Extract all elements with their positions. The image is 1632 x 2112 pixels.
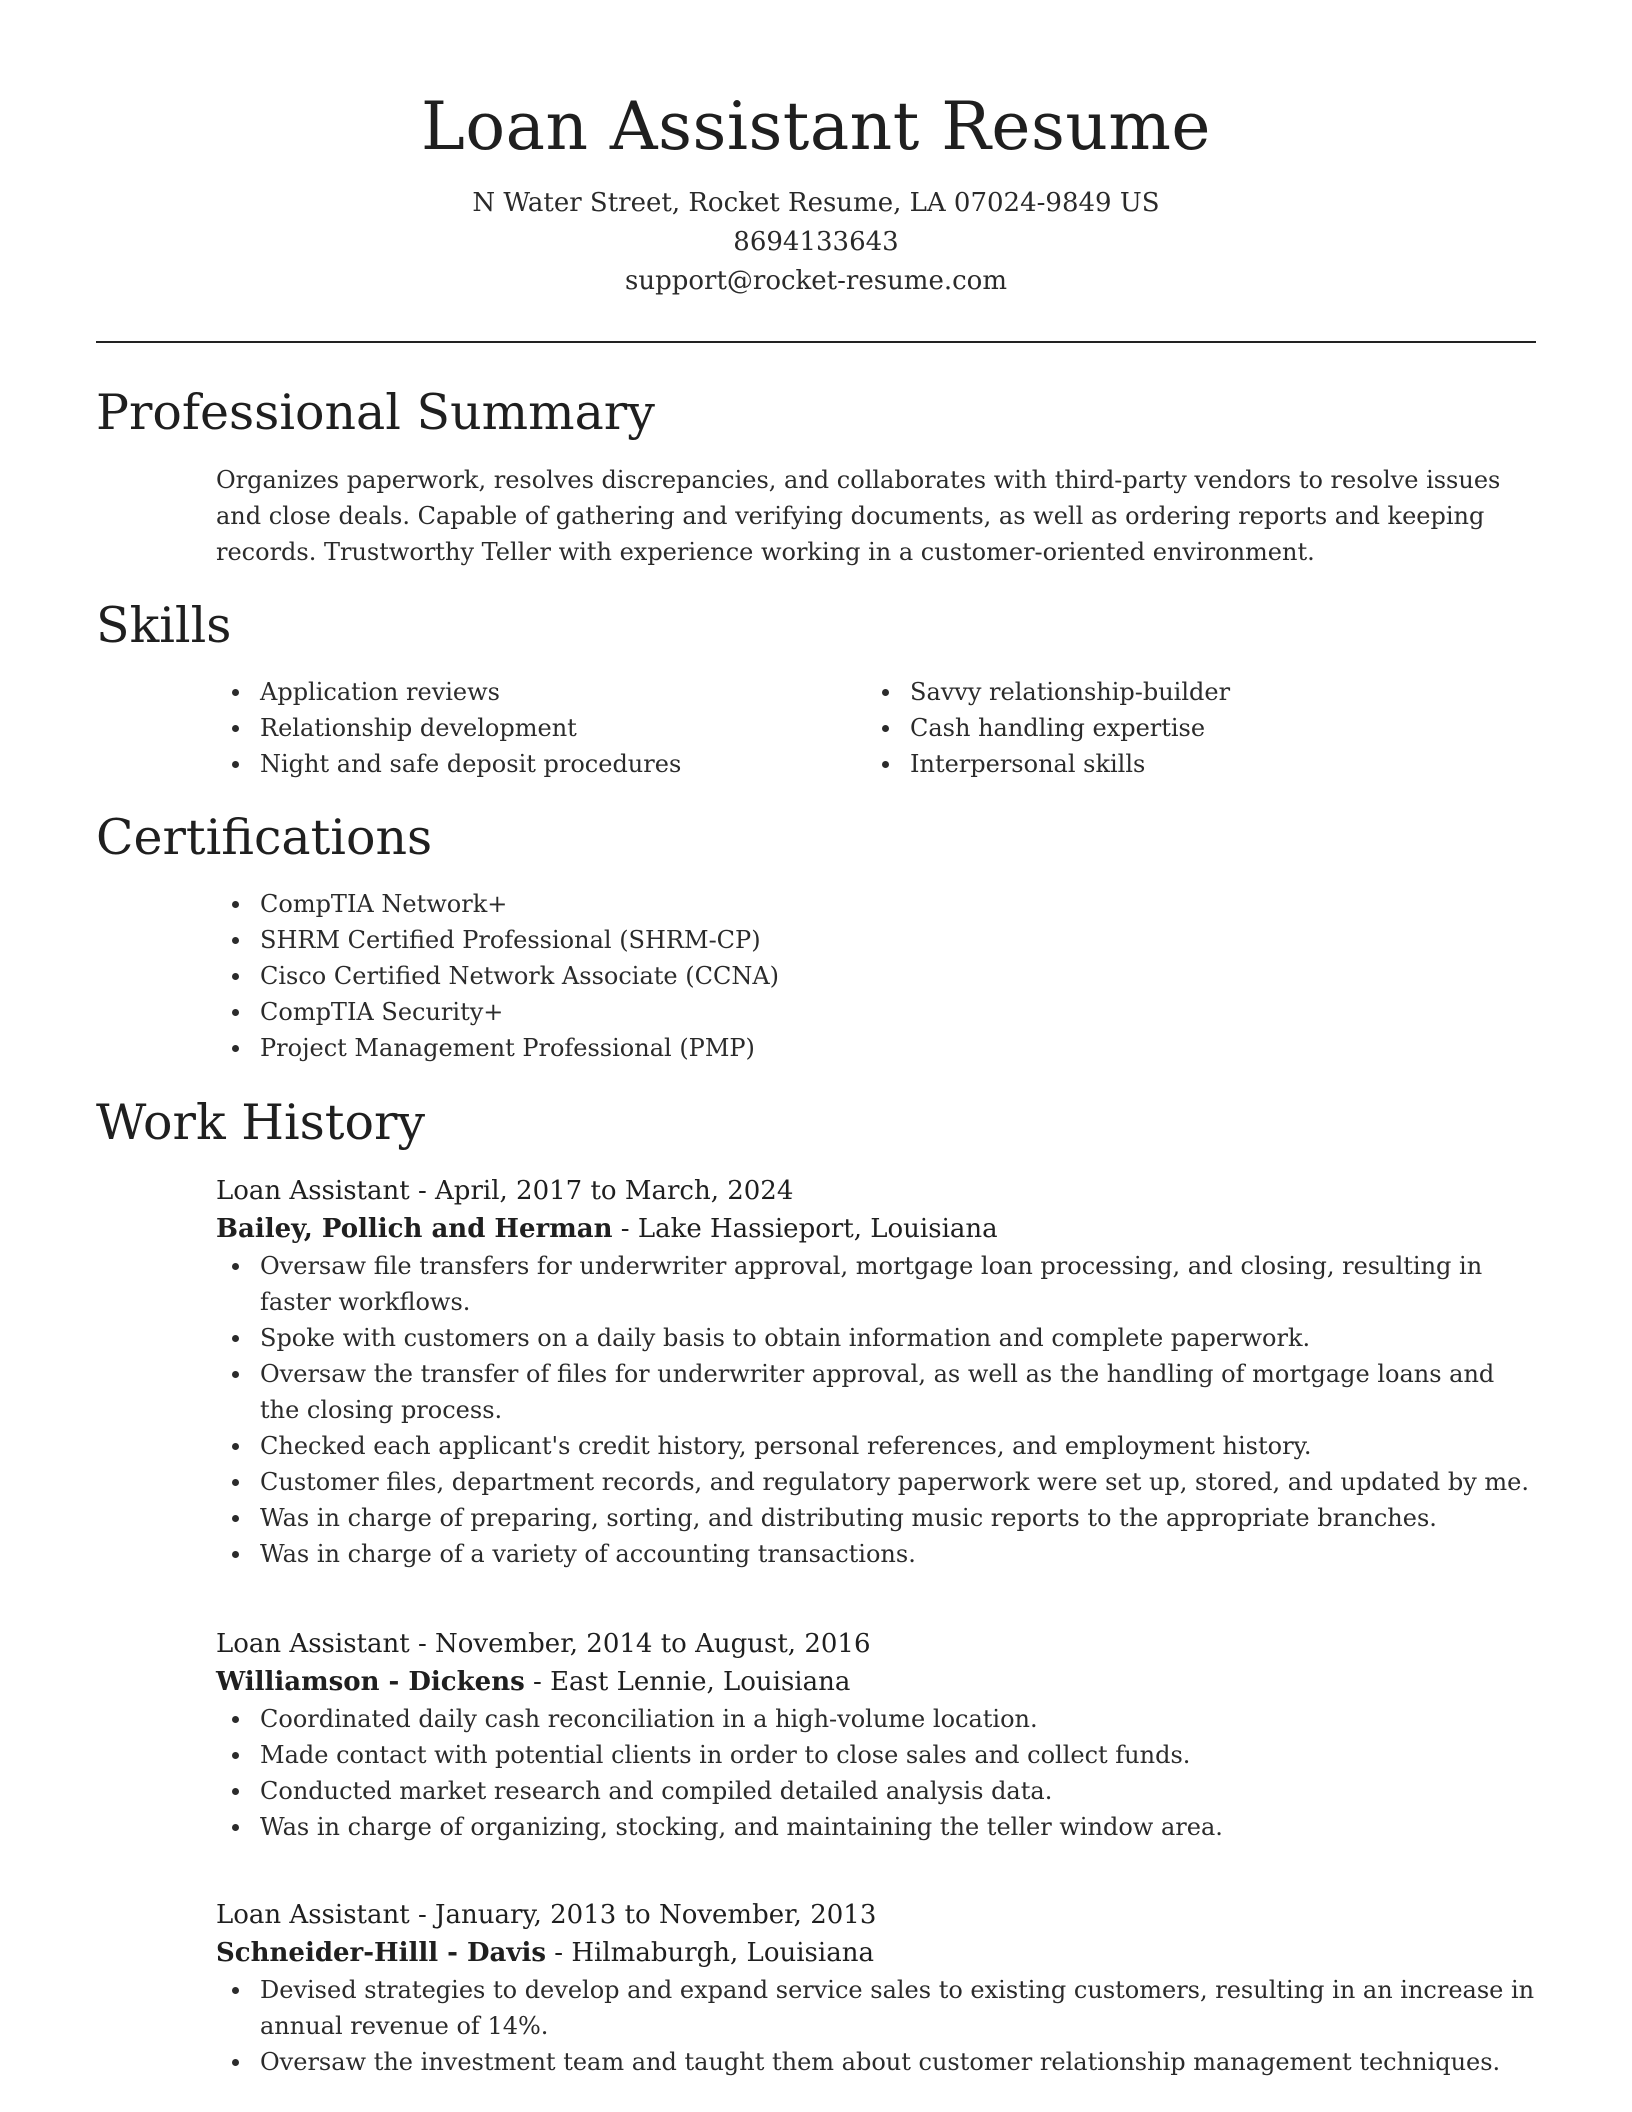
job-company: Williamson - Dickens <box>216 1667 525 1697</box>
job-title: Loan Assistant <box>216 1900 410 1930</box>
certification-item: CompTIA Network+ <box>216 886 779 922</box>
job-duty: Devised strategies to develop and expand service sales to existing customers, resulting in an increase in annual revenue of 14%. <box>216 1972 1536 2044</box>
job-duty: Made contact with potential clients in order to close sales and collect funds. <box>216 1737 1536 1773</box>
certification-item: Cisco Certified Network Associate (CCNA) <box>216 958 779 994</box>
job-company: Schneider-Hilll - Davis <box>216 1938 547 1968</box>
job-duty: Oversaw file transfers for underwriter approval, mortgage loan processing, and closing, resulting in faster workflows. <box>216 1248 1536 1320</box>
job-location: Hilmaburgh, Louisiana <box>571 1938 874 1968</box>
job-duties-list <box>216 1972 1536 2080</box>
job-title-line: Loan Assistant - January, 2013 to November, 2013 <box>216 1900 877 1930</box>
job-location: Lake Hassieport, Louisiana <box>637 1214 998 1244</box>
resume-header <box>0 0 1632 301</box>
certification-item: CompTIA Security+ <box>216 994 779 1030</box>
summary-text: Organizes paperwork, resolves discrepancies, and collaborates with third-party vendors to resolve issues and close deals. Capable of gathering and verifying documents, as well as ordering reports and keeping records. Trustworthy Teller with experience working in a customer-oriented environment. <box>216 466 1501 566</box>
contact-phone: 8694133643 <box>733 227 899 257</box>
work-entry <box>216 1625 1536 1845</box>
skills-list-left <box>216 674 681 782</box>
job-duty: Oversaw the transfer of files for underwriter approval, as well as the handling of mortgage loans and the closing process. <box>216 1356 1536 1428</box>
job-duty: Conducted market research and compiled detailed analysis data. <box>216 1773 1536 1809</box>
skills-list-right <box>866 674 1230 782</box>
job-duty: Was in charge of a variety of accounting transactions. <box>216 1536 1536 1572</box>
certifications-list <box>216 886 779 1066</box>
certification-item: SHRM Certified Professional (SHRM-CP) <box>216 922 779 958</box>
skill-item: Cash handling expertise <box>866 710 1230 746</box>
job-duty: Checked each applicant's credit history, personal references, and employment history. <box>216 1428 1536 1464</box>
work-entry <box>216 1896 1536 2080</box>
job-dates: November, 2014 to August, 2016 <box>435 1629 871 1659</box>
contact-info <box>0 184 1632 301</box>
skill-item: Night and safe deposit procedures <box>216 746 681 782</box>
job-duty: Oversaw the investment team and taught them about customer relationship management techniques. <box>216 2044 1536 2080</box>
job-title-line: Loan Assistant - November, 2014 to August, 2016 <box>216 1629 871 1659</box>
job-company-line: Williamson - Dickens - East Lennie, Louisiana <box>216 1667 851 1697</box>
job-duty: Customer files, department records, and regulatory paperwork were set up, stored, and updated by me. <box>216 1464 1536 1500</box>
skill-item: Savvy relationship-builder <box>866 674 1230 710</box>
certification-item: Project Management Professional (PMP) <box>216 1030 779 1066</box>
section-title-skills: Skills <box>96 597 232 654</box>
skill-item: Relationship development <box>216 710 681 746</box>
skill-item: Interpersonal skills <box>866 746 1230 782</box>
job-company-line: Schneider-Hilll - Davis - Hilmaburgh, Louisiana <box>216 1938 874 1968</box>
section-title-work-history: Work History <box>96 1094 426 1151</box>
skill-item: Application reviews <box>216 674 681 710</box>
header-divider <box>96 341 1536 343</box>
job-duty: Coordinated daily cash reconciliation in a high-volume location. <box>216 1701 1536 1737</box>
job-duties-list <box>216 1248 1536 1572</box>
section-title-summary: Professional Summary <box>96 384 655 441</box>
resume-title: Loan Assistant Resume <box>421 88 1211 165</box>
job-duty: Was in charge of organizing, stocking, and maintaining the teller window area. <box>216 1809 1536 1845</box>
job-title: Loan Assistant <box>216 1176 410 1206</box>
job-location: East Lennie, Louisiana <box>550 1667 851 1697</box>
job-company-line: Bailey, Pollich and Herman - Lake Hassieport, Louisiana <box>216 1214 998 1244</box>
job-dates: April, 2017 to March, 2024 <box>435 1176 794 1206</box>
job-title-line: Loan Assistant - April, 2017 to March, 2024 <box>216 1176 794 1206</box>
job-duty: Was in charge of preparing, sorting, and distributing music reports to the appropriate branches. <box>216 1500 1536 1536</box>
work-entry <box>216 1172 1536 1572</box>
contact-address: N Water Street, Rocket Resume, LA 07024-9849 US <box>472 188 1160 218</box>
section-title-certifications: Certifications <box>96 809 433 866</box>
job-title: Loan Assistant <box>216 1629 410 1659</box>
job-company: Bailey, Pollich and Herman <box>216 1214 613 1244</box>
job-dates: January, 2013 to November, 2013 <box>435 1900 877 1930</box>
job-duties-list <box>216 1701 1536 1845</box>
job-duty: Spoke with customers on a daily basis to obtain information and complete paperwork. <box>216 1320 1536 1356</box>
contact-email: support@rocket-resume.com <box>624 266 1007 296</box>
